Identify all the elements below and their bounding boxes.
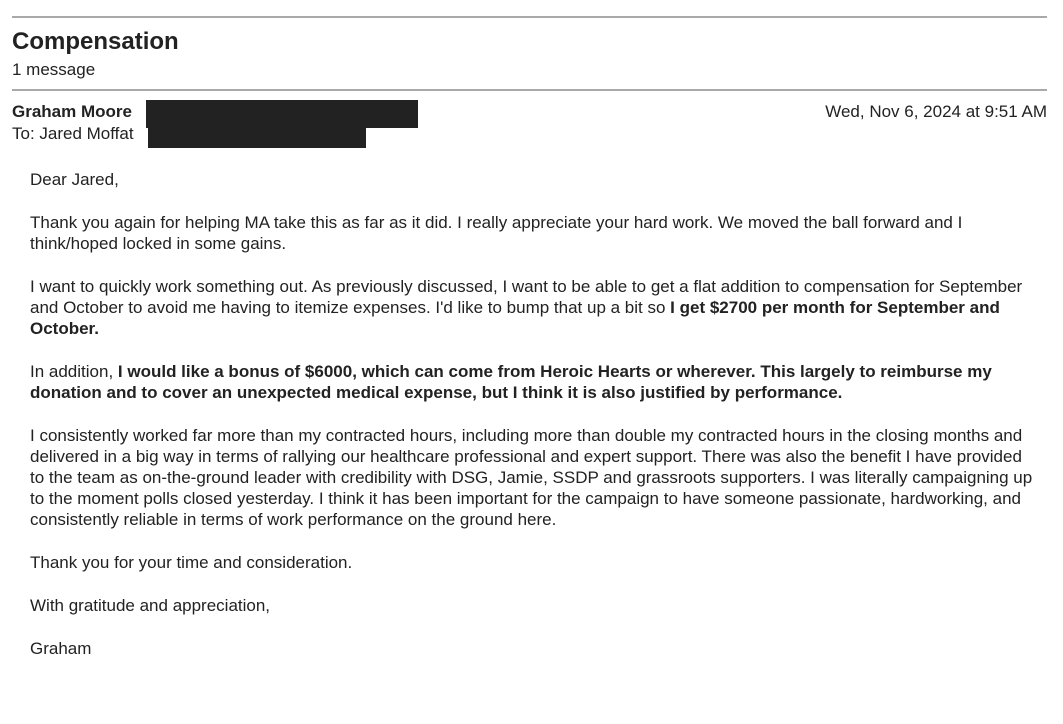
- redaction-bar-recipient-email: [148, 126, 366, 148]
- paragraph-3-text: In addition,: [30, 362, 118, 381]
- paragraph-2-bold-text: I get $2700 per month for September and October.: [30, 298, 1000, 338]
- signature: Graham: [30, 639, 92, 658]
- closing: With gratitude and appreciation,: [30, 596, 271, 615]
- body-paragraph-4: I consistently worked far more than my contracted hours, including more than double my contracted hours in the closing months and delivered in a big way in terms of rallying our healthcare professional and expert support. There was also the benefit I have provided to the team as on-the-ground leader with credibility with DSG, Jamie, SSDP and grassroots supporters. I was literally campaigning up to the moment polls closed yesterday. I think it has been important for the campaign to have someone passionate, hardworking, and consistently reliable in terms of work performance on the ground here.: [30, 426, 1033, 529]
- top-divider: [12, 16, 1047, 18]
- email-subject: Compensation: [12, 28, 179, 55]
- sender-line: [12, 102, 132, 122]
- redaction-bar-sender-email: [146, 100, 418, 128]
- sender-name[interactable]: Graham Moore: [12, 102, 132, 121]
- recipient-line: To: Jared Moffat: [12, 124, 134, 143]
- greeting: Dear Jared,: [30, 170, 119, 189]
- header-divider: [12, 89, 1047, 91]
- body-paragraph-3: [30, 361, 1035, 403]
- paragraph-3-bold-text: I would like a bonus of $6000, which can come from Heroic Hearts or wherever. This largely to reimburse my donation and to cover an unexpected medical expense, but I think it is also justified by performance.: [30, 362, 992, 402]
- body-paragraph-1: Thank you again for helping MA take this as far as it did. I really appreciate your hard work. We moved the ball forward and I think/hoped locked in some gains.: [30, 213, 963, 253]
- email-date: Wed, Nov 6, 2024 at 9:51 AM: [825, 102, 1047, 121]
- message-count: 1 message: [12, 60, 96, 79]
- body-paragraph-5: Thank you for your time and consideration.: [30, 553, 353, 572]
- body-paragraph-2: [30, 276, 1035, 339]
- paragraph-2-text: I want to quickly work something out. As previously discussed, I want to be able to get a flat addition to compensation for September and October to avoid me having to itemize expenses. I'd like to bump that up a bit so: [30, 277, 1023, 317]
- email-body: [30, 169, 1035, 681]
